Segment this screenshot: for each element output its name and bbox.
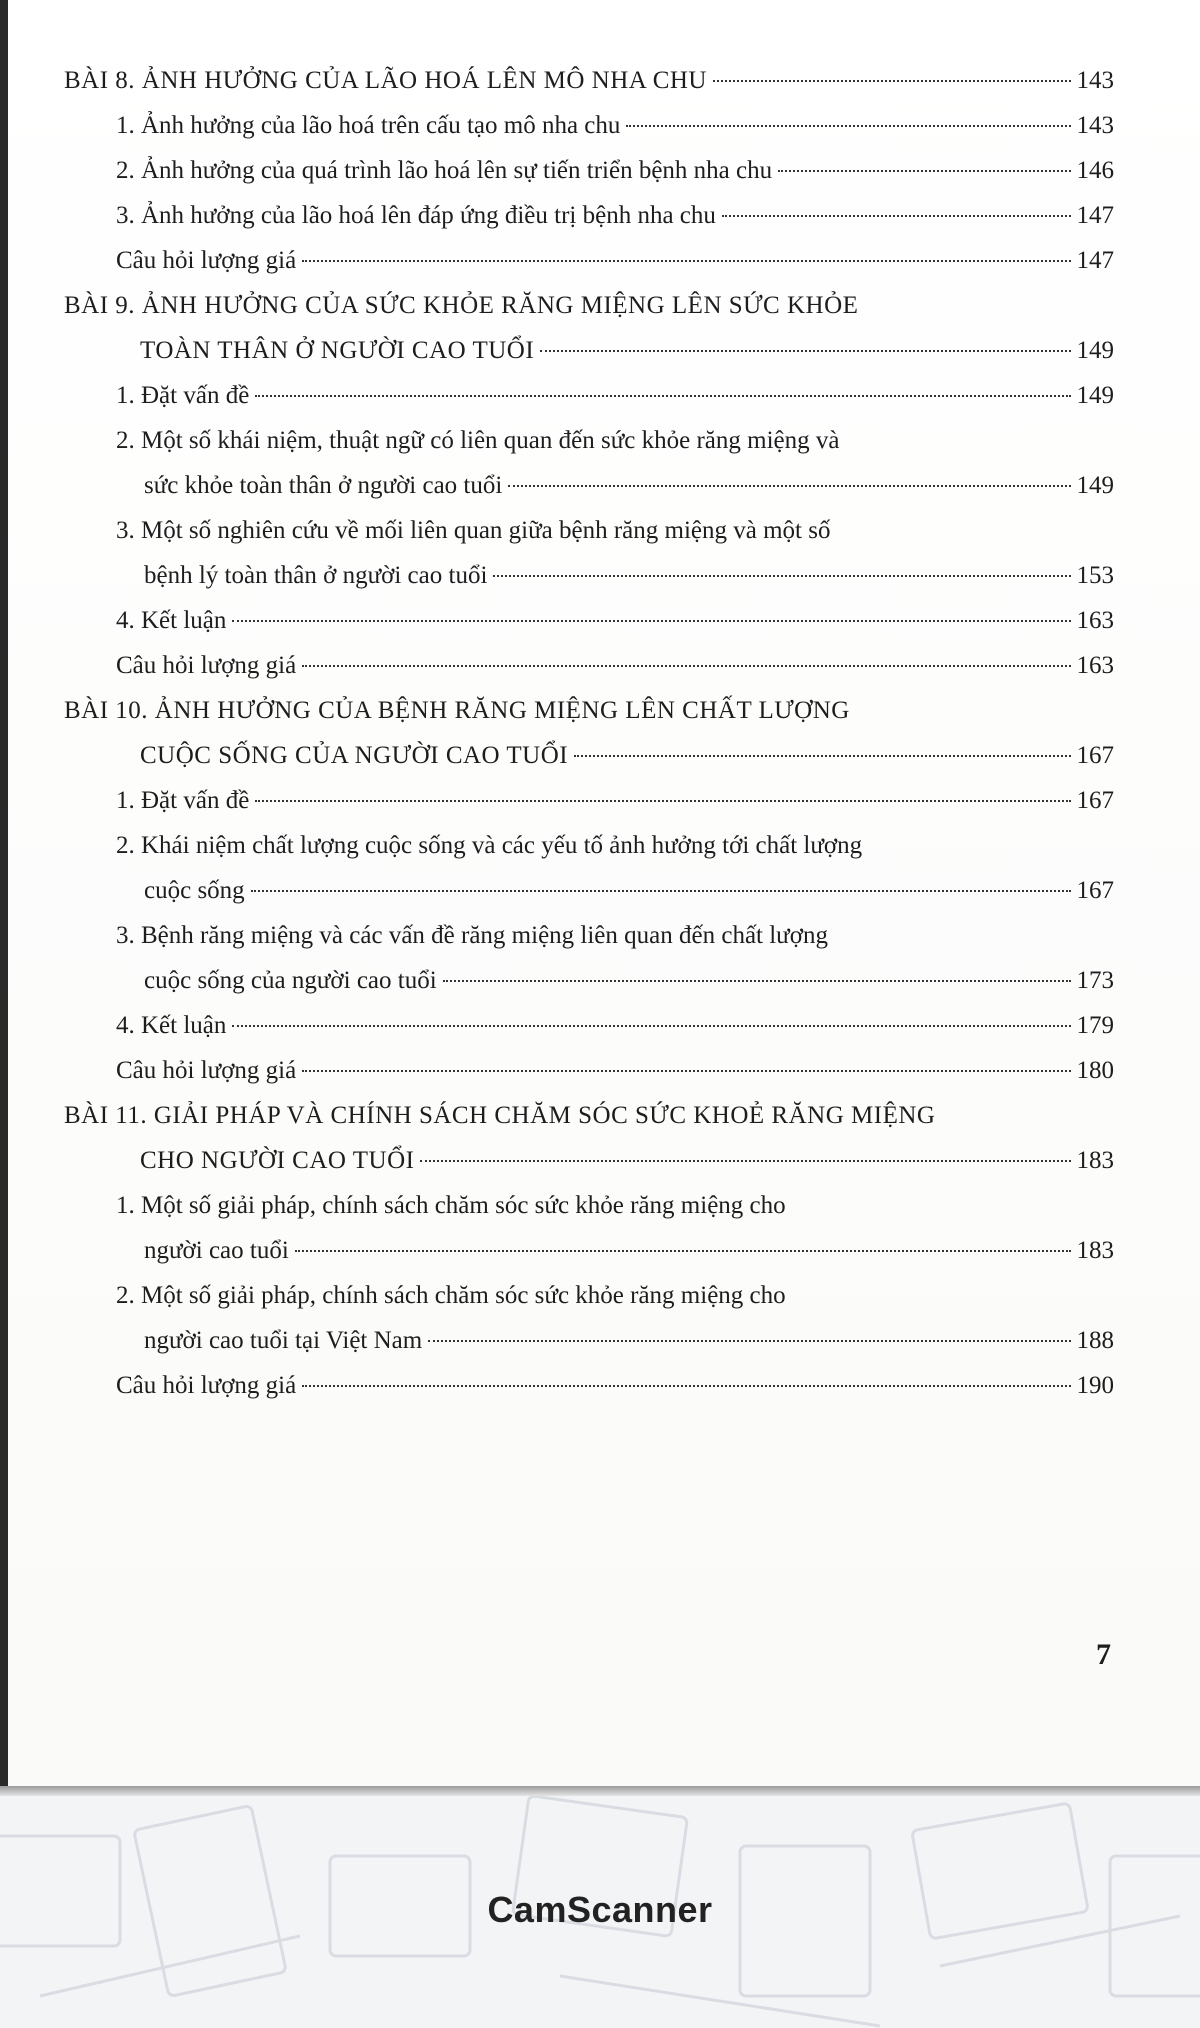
chapter-title: BÀI 10. ẢNH HƯỞNG CỦA BỆNH RĂNG MIỆNG LÊN CHẤT LƯỢNG [64,697,850,724]
scanner-footer [0,1796,1200,2028]
page-edge-shadow [0,1786,1200,1796]
toc-chapter [64,283,1114,373]
toc-page-number: 153 [1076,562,1114,589]
toc-page-number: 143 [1076,112,1114,139]
entry-label: cuộc sống [144,877,245,904]
entry-label: Câu hỏi lượng giá [116,1057,297,1084]
entry-label: 2. Một số khái niệm, thuật ngữ có liên quan đến sức khỏe răng miệng và [116,427,840,454]
chapter-title: CUỘC SỐNG CỦA NGƯỜI CAO TUỔI [140,742,569,769]
toc-page-number: 167 [1076,877,1114,904]
toc-item [64,103,1114,148]
entry-label: 3. Ảnh hưởng của lão hoá lên đáp ứng điều trị bệnh nha chu [116,202,716,229]
entry-label: 1. Đặt vấn đề [116,787,250,814]
toc-page-number: 183 [1076,1237,1114,1264]
dot-leader [493,575,1070,577]
toc-chapter [64,1093,1114,1183]
dot-leader [302,665,1070,667]
toc-page-number: 149 [1076,382,1114,409]
chapter-title: TOÀN THÂN Ở NGƯỜI CAO TUỔI [140,337,535,364]
dot-leader [428,1340,1070,1342]
entry-label: 2. Một số giải pháp, chính sách chăm sóc sức khỏe răng miệng cho [116,1282,786,1309]
toc-page-number: 188 [1076,1327,1114,1354]
dot-leader [302,1070,1070,1072]
dot-leader [295,1250,1071,1252]
entry-label: 1. Đặt vấn đề [116,382,250,409]
toc-item [64,1363,1114,1408]
toc-page-number: 163 [1076,652,1114,679]
toc-chapter [64,58,1114,103]
toc-item [64,508,1114,598]
dot-leader [443,980,1071,982]
toc-item [64,913,1114,1003]
toc-item [64,1003,1114,1048]
dot-leader [302,1385,1070,1387]
toc-page-number: 143 [1076,67,1114,94]
entry-label: 1. Một số giải pháp, chính sách chăm sóc sức khỏe răng miệng cho [116,1192,786,1219]
dot-leader [232,1025,1070,1027]
toc-item [64,643,1114,688]
dot-leader [251,890,1071,892]
entry-label: 2. Khái niệm chất lượng cuộc sống và các yếu tố ảnh hưởng tới chất lượng [116,832,863,859]
entry-label: 4. Kết luận [116,607,227,634]
toc-page-number: 163 [1076,607,1114,634]
chapter-title: CHO NGƯỜI CAO TUỔI [140,1147,415,1174]
chapter-title: BÀI 9. ẢNH HƯỞNG CỦA SỨC KHỎE RĂNG MIỆNG LÊN SỨC KHỎE [64,292,859,319]
entry-label: Câu hỏi lượng giá [116,1372,297,1399]
toc-item [64,418,1114,508]
entry-label: Câu hỏi lượng giá [116,652,297,679]
toc-page-number: 173 [1076,967,1114,994]
dot-leader [420,1160,1070,1162]
entry-label: bệnh lý toàn thân ở người cao tuổi [144,562,488,589]
toc-item [64,193,1114,238]
entry-label: cuộc sống của người cao tuổi [144,967,437,994]
dot-leader [540,350,1070,352]
toc-page-number: 149 [1076,472,1114,499]
toc-page-number: 179 [1076,1012,1114,1039]
toc-item [64,823,1114,913]
dot-leader [232,620,1070,622]
toc-page-number: 167 [1076,787,1114,814]
table-of-contents [64,58,1114,1408]
dot-leader [778,170,1070,172]
toc-item [64,148,1114,193]
entry-label: người cao tuổi tại Việt Nam [144,1327,423,1354]
toc-page-number: 190 [1076,1372,1114,1399]
toc-page-number: 183 [1076,1147,1114,1174]
toc-page-number: 180 [1076,1057,1114,1084]
toc-page-number: 147 [1076,247,1114,274]
entry-label: 1. Ảnh hưởng của lão hoá trên cấu tạo mô nha chu [116,112,621,139]
toc-page-number: 149 [1076,337,1114,364]
entry-label: 2. Ảnh hưởng của quá trình lão hoá lên sự tiến triển bệnh nha chu [116,157,773,184]
toc-item [64,238,1114,283]
dot-leader [722,215,1071,217]
entry-label: Câu hỏi lượng giá [116,247,297,274]
entry-label: 3. Một số nghiên cứu về mối liên quan giữa bệnh răng miệng và một số [116,517,831,544]
toc-item [64,778,1114,823]
entry-label: 3. Bệnh răng miệng và các vấn đề răng miệng liên quan đến chất lượng [116,922,828,949]
dot-leader [626,125,1070,127]
entry-label: người cao tuổi [144,1237,289,1264]
dot-leader [574,755,1070,757]
chapter-title: BÀI 8. ẢNH HƯỞNG CỦA LÃO HOÁ LÊN MÔ NHA CHU [64,67,707,94]
toc-item [64,373,1114,418]
dot-leader [508,485,1070,487]
dot-leader [255,800,1070,802]
entry-label: 4. Kết luận [116,1012,227,1039]
toc-page-number: 167 [1076,742,1114,769]
chapter-title: BÀI 11. GIẢI PHÁP VÀ CHÍNH SÁCH CHĂM SÓC SỨC KHOẺ RĂNG MIỆNG [64,1102,936,1129]
toc-item [64,1273,1114,1363]
entry-label: sức khỏe toàn thân ở người cao tuổi [144,472,503,499]
toc-item [64,1048,1114,1093]
dot-leader [713,80,1071,82]
toc-item [64,1183,1114,1273]
page-number: 7 [1096,1638,1111,1671]
toc-page-number: 146 [1076,157,1114,184]
dot-leader [255,395,1070,397]
toc-chapter [64,688,1114,778]
camscanner-brand: CamScanner [487,1889,713,1930]
toc-page-number: 147 [1076,202,1114,229]
dot-leader [302,260,1070,262]
toc-item [64,598,1114,643]
